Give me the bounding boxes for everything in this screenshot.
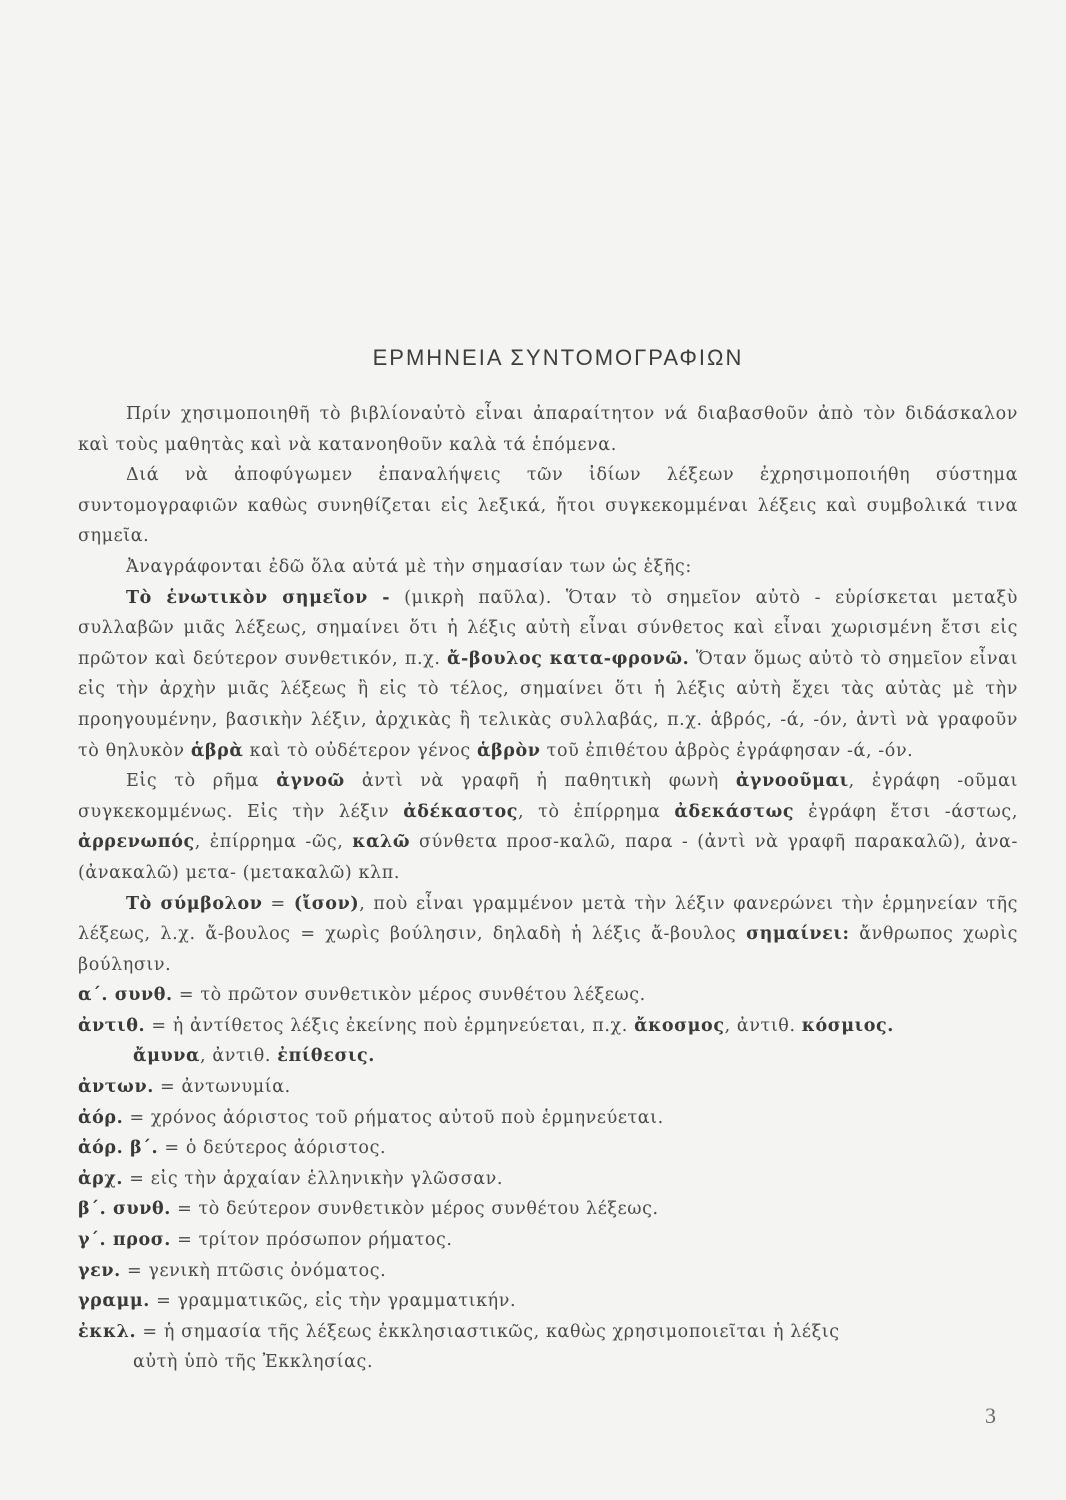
abbreviation-entry: ἀρχ. = εἰς τὴν ἀρχαίαν ἑλληνικὴν γλῶσσαν. bbox=[78, 1168, 504, 1189]
paragraph-hyphen: Τὸ ἑνωτικὸν σημεῖον - (μικρὴ παῦλα). Ὅταν τὸ σημεῖον αὐτὸ - εὑρίσκεται μεταξὺ συλλαβῶν μιᾶς λέξεως, σημαίνει ὅτι ἡ λέξις αὐτὴ εἶναι σύνθετος καὶ εἶναι χωρισμένη ἔτσι εἰς πρῶτον καὶ δεύτερον συνθετικόν, π.χ. ἄ-βουλος κατα-φρονῶ. Ὅταν ὅμως αὐτὸ τὸ σημεῖον εἶναι εἰς τὴν ἀρχὴν μιᾶς λέξεως ἢ εἰς τὸ τέλος, σημαίνει ὅτι ἡ λέξις αὐτὴ ἔχει τὰς αὐτὰς μὲ τὴν προηγουμένην, βασικὴν λέξιν, ἀρχικὰς ἢ τελικὰς συλλαβάς, π.χ. ἁβρός, -ά, -όν, ἀντὶ νὰ γραφοῦν τὸ θηλυκὸν ἁβρὰ καὶ τὸ οὐδέτερον γένος ἁβρὸν τοῦ ἐπιθέτου ἁβρὸς ἐγράφησαν -ά, -όν. bbox=[78, 587, 1019, 761]
paragraph-examples: Εἰς τὸ ρῆμα ἀγνοῶ ἀντὶ νὰ γραφῆ ἡ παθητικὴ φωνὴ ἀγνοοῦμαι, ἐγράφη -οῦμαι συγκεκομμένως. Εἰς τὴν λέξιν ἀδέκαστος, τὸ ἐπίρρημα ἀδεκάστως ἐγράφη ἔτσι -άστως, ἀρρενωπός, ἐπίρρημα -ῶς, καλῶ σύνθετα προσ-καλῶ, παρα - (ἀντὶ νὰ γραφῆ παρακαλῶ), ἀνα- (ἀνακαλῶ) μετα- (μετακαλῶ) κλπ. bbox=[78, 771, 1018, 883]
paragraph-listing: Ἀναγράφονται ἐδῶ ὅλα αὐτά μὲ τὴν σημασίαν των ὡς ἑξῆς: bbox=[126, 556, 692, 577]
abbreviation-list bbox=[78, 980, 1018, 1378]
page-number: 3 bbox=[985, 1403, 996, 1428]
abbreviation-entry: ἀόρ. β΄. = ὁ δεύτερος ἀόριστος. bbox=[78, 1138, 387, 1159]
page-body bbox=[78, 345, 1018, 1378]
paragraph-equals-symbol: Τὸ σύμβολον = (ἴσον), ποὺ εἶναι γραμμένον μετὰ τὴν λέξιν φανερώνει τὴν ἑρμηνείαν τῆς λέξεως, λ.χ. ἄ-βουλος = χωρὶς βούλησιν, δηλαδὴ ἡ λέξις ἄ-βουλος σημαίνει: ἄνθρωπος χωρὶς βούλησιν. bbox=[78, 893, 1018, 975]
paragraph-intro: Πρίν χησιμοποιηθῆ τὸ βιβλίοναὐτὸ εἶναι ἀπαραίτητον νά διαβασθοῦν ἀπὸ τὸν διδάσκαλον καὶ τοὺς μαθητὰς καὶ νὰ κατανοηθοῦν καλὰ τά ἑπόμενα. bbox=[78, 404, 1018, 455]
abbreviation-entry-continuation: ἄμυνα, ἀντιθ. ἐπίθεσις. bbox=[133, 1046, 375, 1067]
abbreviation-entry-continuation: αὐτὴ ὑπὸ τῆς Ἐκκλησίας. bbox=[133, 1352, 374, 1373]
paragraph-abbreviation-system: Διά νὰ ἀποφύγωμεν ἐπαναλήψεις τῶν ἰδίων λέξεων ἐχρησιμοποιήθη σύστημα συντομογραφιῶν καθὼς συνηθίζεται εἰς λεξικά, ἤτοι συγκεκομμέναι λέξεις καὶ συμβολικά τινα σημεῖα. bbox=[78, 465, 1018, 547]
term-hyphen: Τὸ ἑνωτικὸν σημεῖον - bbox=[126, 587, 391, 608]
abbreviation-entry: ἀόρ. = χρόνος ἀόριστος τοῦ ρήματος αὐτοῦ ποὺ ἑρμηνεύεται. bbox=[78, 1107, 664, 1128]
abbreviation-entry: β΄. συνθ. = τὸ δεύτερον συνθετικὸν μέρος συνθέτου λέξεως. bbox=[78, 1199, 659, 1220]
abbreviation-entry: γεν. = γενικὴ πτῶσις ὀνόματος. bbox=[78, 1260, 387, 1281]
page-title: ΕΡΜΗΝΕΙΑ ΣΥΝΤΟΜΟΓΡΑΦΙΩΝ bbox=[372, 345, 744, 370]
abbreviation-entry: ἐκκλ. = ἡ σημασία τῆς λέξεως ἐκκλησιαστικῶς, καθὼς χρησιμοποιεῖται ἡ λέξις bbox=[78, 1321, 840, 1342]
abbreviation-entry: γραμμ. = γραμματικῶς, εἰς τὴν γραμματικήν. bbox=[78, 1291, 517, 1312]
abbreviation-entry: γ΄. προσ. = τρίτον πρόσωπον ρήματος. bbox=[78, 1230, 453, 1251]
abbreviation-entry: ἀντιθ. = ἡ ἀντίθετος λέξις ἐκείνης ποὺ ἑρμηνεύεται, π.χ. ἄκοσμος, ἀντιθ. κόσμιος. bbox=[78, 1015, 894, 1036]
abbreviation-entry: ἀντων. = ἀντωνυμία. bbox=[78, 1077, 291, 1098]
abbreviation-entry: α΄. συνθ. = τὸ πρῶτον συνθετικὸν μέρος συνθέτου λέξεως. bbox=[78, 985, 646, 1006]
